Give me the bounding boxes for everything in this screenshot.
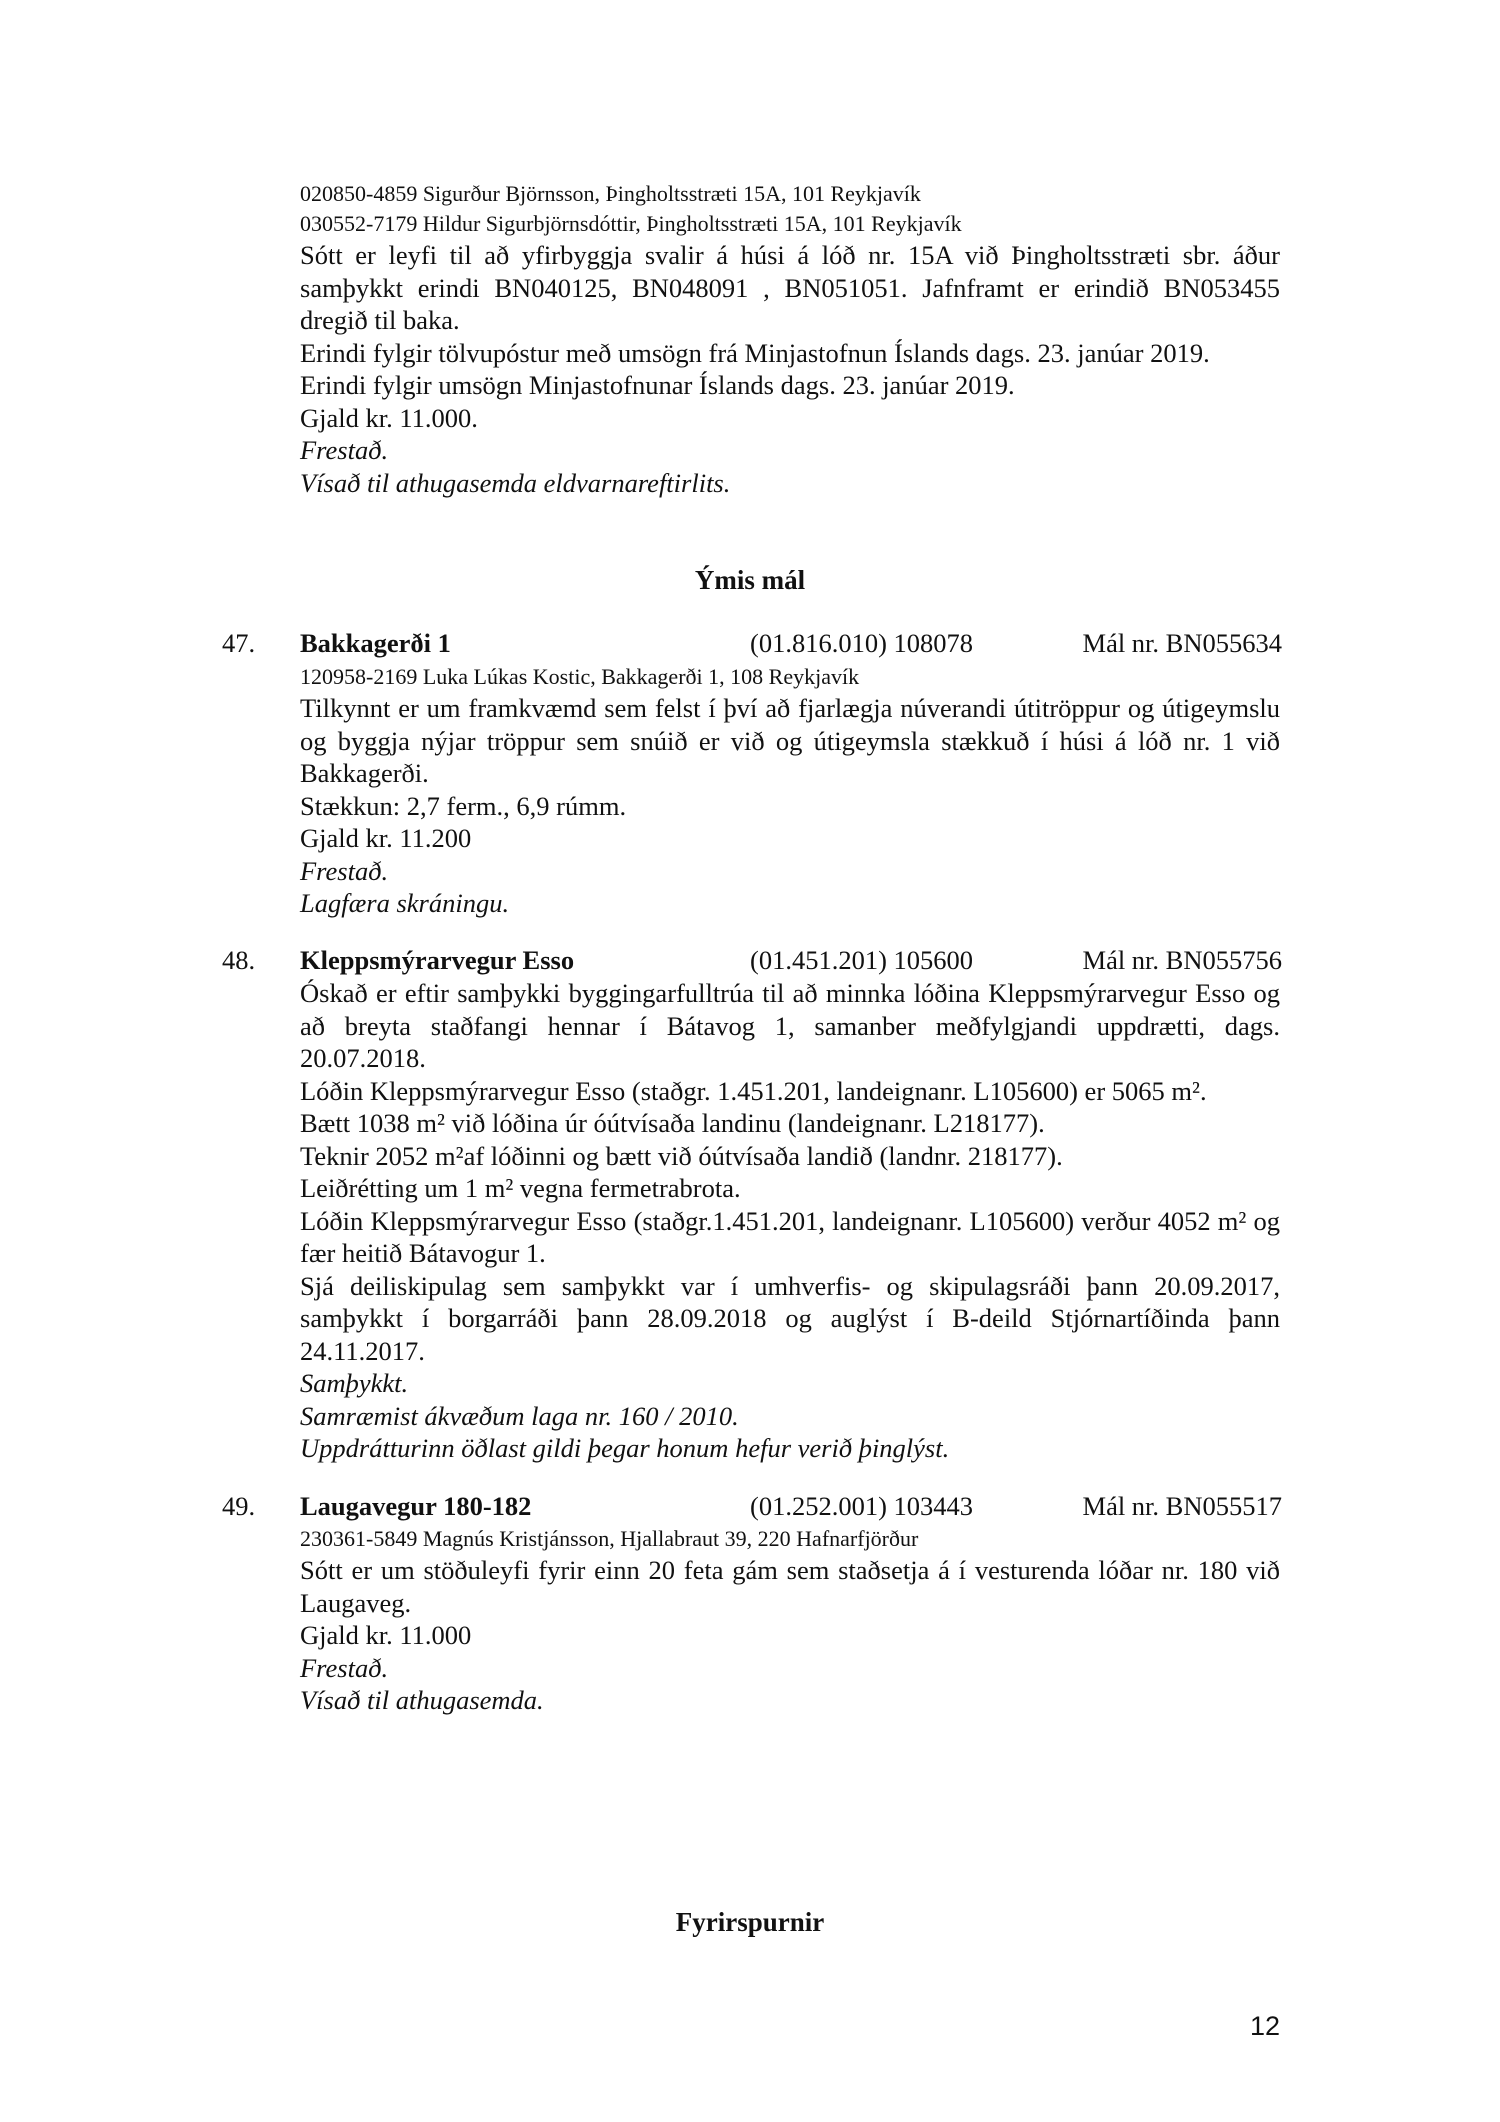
item-48-header — [222, 943, 1282, 977]
text-line: Leiðrétting um 1 m² vegna fermetrabrota. — [300, 1173, 741, 1203]
item-title: Kleppsmýrarvegur Esso — [300, 945, 575, 975]
applicant-line: 020850-4859 Sigurður Björnsson, Þingholtsstræti 15A, 101 Reykjavík — [300, 181, 921, 206]
decision-line: Lagfæra skráningu. — [300, 888, 510, 918]
section-heading-fyrirspurnir: Fyrirspurnir — [675, 1907, 825, 1937]
text-line: Stækkun: 2,7 ferm., 6,9 rúmm. — [300, 790, 627, 821]
applicant-line: 230361-5849 Magnús Kristjánsson, Hjallabraut 39, 220 Hafnarfjörður — [300, 1526, 919, 1551]
item-number: 48. — [222, 945, 256, 975]
item-47-header — [222, 626, 1282, 660]
decision-line: Vísað til athugasemda eldvarnareftirlits. — [300, 467, 731, 498]
description-paragraph: Sótt er um stöðuleyfi fyrir einn 20 feta gám sem staðsetja á í vesturenda lóðar nr. 180 við Laugaveg. — [300, 1555, 1280, 1618]
decision-line: Frestað. — [300, 855, 389, 886]
decision-line: Samræmist ákvæðum laga nr. 160 / 2010. — [300, 1400, 739, 1431]
fee-line: Gjald kr. 11.000 — [300, 1620, 472, 1650]
item-title: Bakkagerði 1 — [300, 628, 451, 658]
item-code: (01.816.010) 108078 — [750, 628, 974, 658]
page-number: 12 — [1249, 2011, 1280, 2041]
description-paragraph: Tilkynnt er um framkvæmd sem felst í því að fjarlægja núverandi útitröppur og útigeymslu og byggja nýjar tröppur sem snúið er við og útigeymsla stækkuð í húsi á lóð nr. 1 við Bakkagerði. — [300, 693, 1280, 788]
decision-line: Vísað til athugasemda. — [300, 1685, 544, 1715]
text-line: Lóðin Kleppsmýrarvegur Esso (staðgr. 1.451.201, landeignanr. L105600) er 5065 m². — [300, 1075, 1207, 1106]
fee-line: Gjald kr. 11.000. — [300, 402, 478, 433]
item-number: 47. — [222, 628, 256, 658]
item-49-header — [222, 1489, 1282, 1523]
text-line: Bætt 1038 m² við lóðina úr óútvísaða landinu (landeignanr. L218177). — [300, 1108, 1045, 1138]
case-number: Mál nr. BN055756 — [1082, 945, 1282, 975]
item-49-body — [300, 1524, 1280, 1717]
decision-line: Samþykkt. — [300, 1368, 409, 1398]
fee-line: Gjald kr. 11.200 — [300, 823, 472, 853]
decision-line: Frestað. — [300, 435, 389, 465]
item-code: (01.451.201) 105600 — [750, 945, 974, 975]
case-number: Mál nr. BN055634 — [1082, 628, 1282, 658]
text-line: Erindi fylgir umsögn Minjastofnunar Íslands dags. 23. janúar 2019. — [300, 370, 1015, 400]
section-heading-ymis-mal: Ýmis mál — [694, 565, 806, 595]
item-number: 49. — [222, 1491, 256, 1521]
description-paragraph: Óskað er eftir samþykki byggingarfulltrúa til að minnka lóðina Kleppsmýrarvegur Esso og að breyta staðfangi hennar í Bátavog 1, samanber meðfylgjandi uppdrætti, dags. 20.07.2018. — [300, 978, 1280, 1073]
item-code: (01.252.001) 103443 — [750, 1491, 974, 1521]
decision-line: Frestað. — [300, 1652, 389, 1683]
case-number: Mál nr. BN055517 — [1082, 1491, 1282, 1521]
description-paragraph: Sjá deiliskipulag sem samþykkt var í umhverfis- og skipulagsráði þann 20.09.2017, samþykkt í borgarráði þann 28.09.2018 og auglýst í B-deild Stjórnartíðinda þann 24.11.2017. — [300, 1270, 1280, 1366]
applicant-line: 030552-7179 Hildur Sigurbjörnsdóttir, Þingholtsstræti 15A, 101 Reykjavík — [300, 211, 962, 236]
decision-line: Uppdrátturinn öðlast gildi þegar honum hefur verið þinglýst. — [300, 1433, 950, 1463]
item-48-body — [300, 977, 1280, 1465]
description-paragraph: Lóðin Kleppsmýrarvegur Esso (staðgr.1.451.201, landeignanr. L105600) verður 4052 m² og fær heitið Bátavogur 1. — [300, 1205, 1280, 1268]
item-title: Laugavegur 180-182 — [300, 1491, 532, 1521]
text-line: Erindi fylgir tölvupóstur með umsögn frá Minjastofnun Íslands dags. 23. janúar 2019. — [300, 337, 1210, 368]
description-paragraph: Sótt er leyfi til að yfirbyggja svalir á húsi á lóð nr. 15A við Þingholtsstræti sbr. áður samþykkt erindi BN040125, BN048091 , BN051051. Jafnframt er erindið BN053455 dregið til baka. — [300, 240, 1280, 335]
intro-block — [300, 179, 1280, 499]
applicant-line: 120958-2169 Luka Lúkas Kostic, Bakkagerði 1, 108 Reykjavík — [300, 664, 860, 689]
text-line: Teknir 2052 m²af lóðinni og bætt við óútvísaða landið (landnr. 218177). — [300, 1140, 1063, 1171]
item-47-body — [300, 662, 1280, 920]
